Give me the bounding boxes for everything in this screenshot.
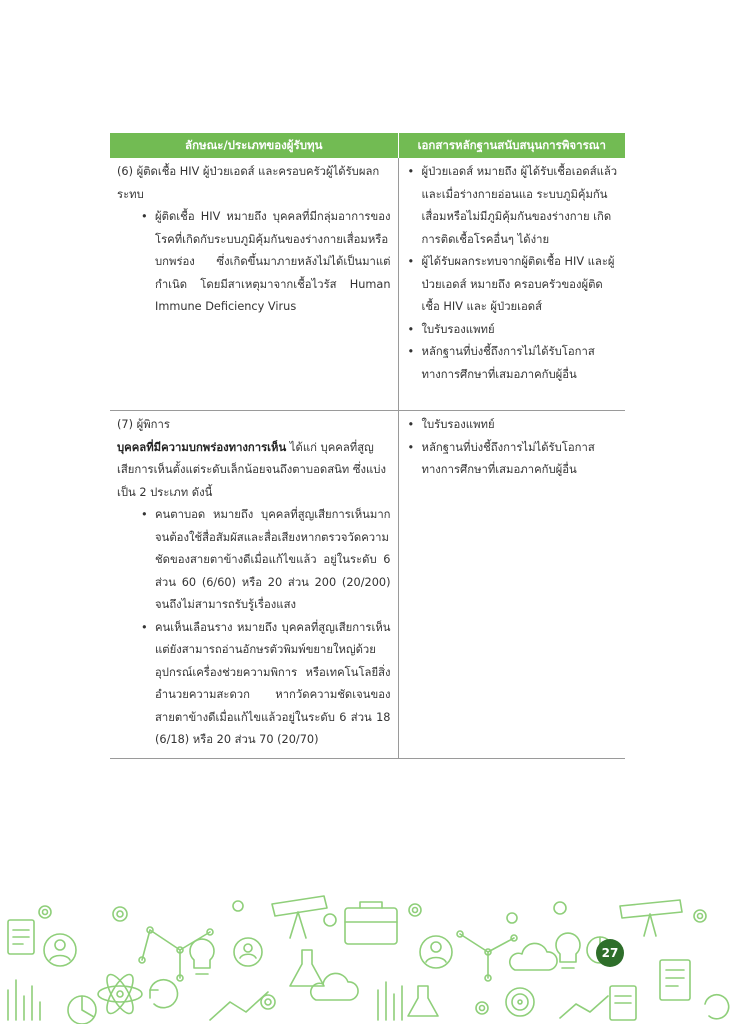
document-item: • ใบรับรองแพทย์ [422,414,619,437]
table-row [110,411,625,759]
document-item: • หลักฐานที่บ่งชี้ถึงการไม่ได้รับโอกาสทางการศึกษาที่เสมอภาคกับผู้อื่น [422,437,619,482]
document-item: • ผู้ป่วยเอดส์ หมายถึง ผู้ได้รับเชื้อเอดส์แล้วและเมื่อร่างกายอ่อนแอ ระบบภูมิคุ้มกันเสื่อมหรือไม่มีภูมิคุ้มกันของร่างกาย เกิดการติดเชื้อโรคอื่นๆ ได้ง่าย [422,161,619,251]
target-icon [506,988,534,1016]
definition-item: • คนเห็นเลือนราง หมายถึง บุคคลที่สูญเสียการเห็น แต่ยังสามารถอ่านอักษรตัวพิมพ์ขยายใหญ่ด้วยอุปกรณ์เครื่องช่วยความพิการ หรือเทคโนโลยีสิ่งอำนวยความสะดวก หากวัดความชัดเจนของสายตาข้างดีเมื่อแก้ไขแล้วอยู่ในระดับ 6 ส่วน 18 (6/18) หรือ 20 ส่วน 70 (20/70) [155,617,391,752]
intro-text: ได้แก่ บุคคลที่สูญเสียการเห็นตั้งแต่ระดับเล็กน้อยจนถึงตาบอดสนิท ซึ่งแบ่งเป็น 2 ประเภท ดังนี้ [117,440,386,499]
header-supporting-documents: เอกสารหลักฐานสนับสนุนการพิจารณา [398,133,625,158]
document-item: • หลักฐานที่บ่งชี้ถึงการไม่ได้รับโอกาสทางการศึกษาที่เสมอภาคกับผู้อื่น [422,341,619,386]
document-item: • ผู้ได้รับผลกระทบจากผู้ติดเชื้อ HIV และผู้ป่วยเอดส์ หมายถึง ครอบครัวของผู้ติดเชื้อ HIV และ ผู้ป่วยเอดส์ [422,251,619,319]
flask-icon [290,950,438,1016]
table-header-row [110,133,625,158]
document-item: • ใบรับรองแพทย์ [422,319,619,342]
recipient-type-cell [110,411,398,759]
documents-list [406,161,619,386]
documents-list [406,414,619,482]
definition-list [117,206,391,319]
header-recipient-type: ลักษณะ/ประเภทของผู้รับทุน [110,133,398,158]
definition-item: • ผู้ติดเชื้อ HIV หมายถึง บุคคลที่มีกลุ่มอาการของโรคที่เกิดกับระบบภูมิคุ้มกันของร่างกายเสื่อมหรือบกพร่อง ซึ่งเกิดขึ้นมาภายหลังไม่ได้เป็นมาแต่กำเนิด โดยมีสาเหตุมาจากเชื้อไวรัส Human Immune Deficiency Virus [155,206,391,319]
table-row [110,158,625,411]
person-icon [44,934,452,968]
documents-cell [398,411,625,759]
recipient-type-cell [110,158,398,411]
atom-icon [98,971,142,1017]
definition-item: • คนตาบอด หมายถึง บุคคลที่สูญเสียการเห็นมากจนต้องใช้สื่อสัมผัสและสื่อเสียงหากตรวจวัดความชัดของสายตาข้างดีเมื่อแก้ไขแล้ว อยู่ในระดับ 6 ส่วน 60 (6/60) หรือ 20 ส่วน 200 (20/200) จนถึงไม่สามารถรับรู้เรื่องแสง [155,504,391,617]
intro-bold-term: บุคคลที่มีความบกพร่องทางการเห็น [117,440,287,454]
documents-cell [398,158,625,411]
document-icon [8,920,690,1020]
criteria-table [110,133,625,759]
telescope-icon [272,896,682,938]
page-number-badge: 27 [596,939,624,967]
definition-list [117,504,391,752]
network-icon [139,927,517,981]
category-intro [117,437,391,505]
briefcase-icon [345,902,397,944]
refresh-icon [150,980,729,1019]
category-heading: (7) ผู้พิการ [117,418,170,431]
footer-decoration [0,890,735,1024]
category-heading: (6) ผู้ติดเชื้อ HIV ผู้ป่วยเอดส์ และครอบครัวผู้ได้รับผลกระทบ [117,165,380,201]
